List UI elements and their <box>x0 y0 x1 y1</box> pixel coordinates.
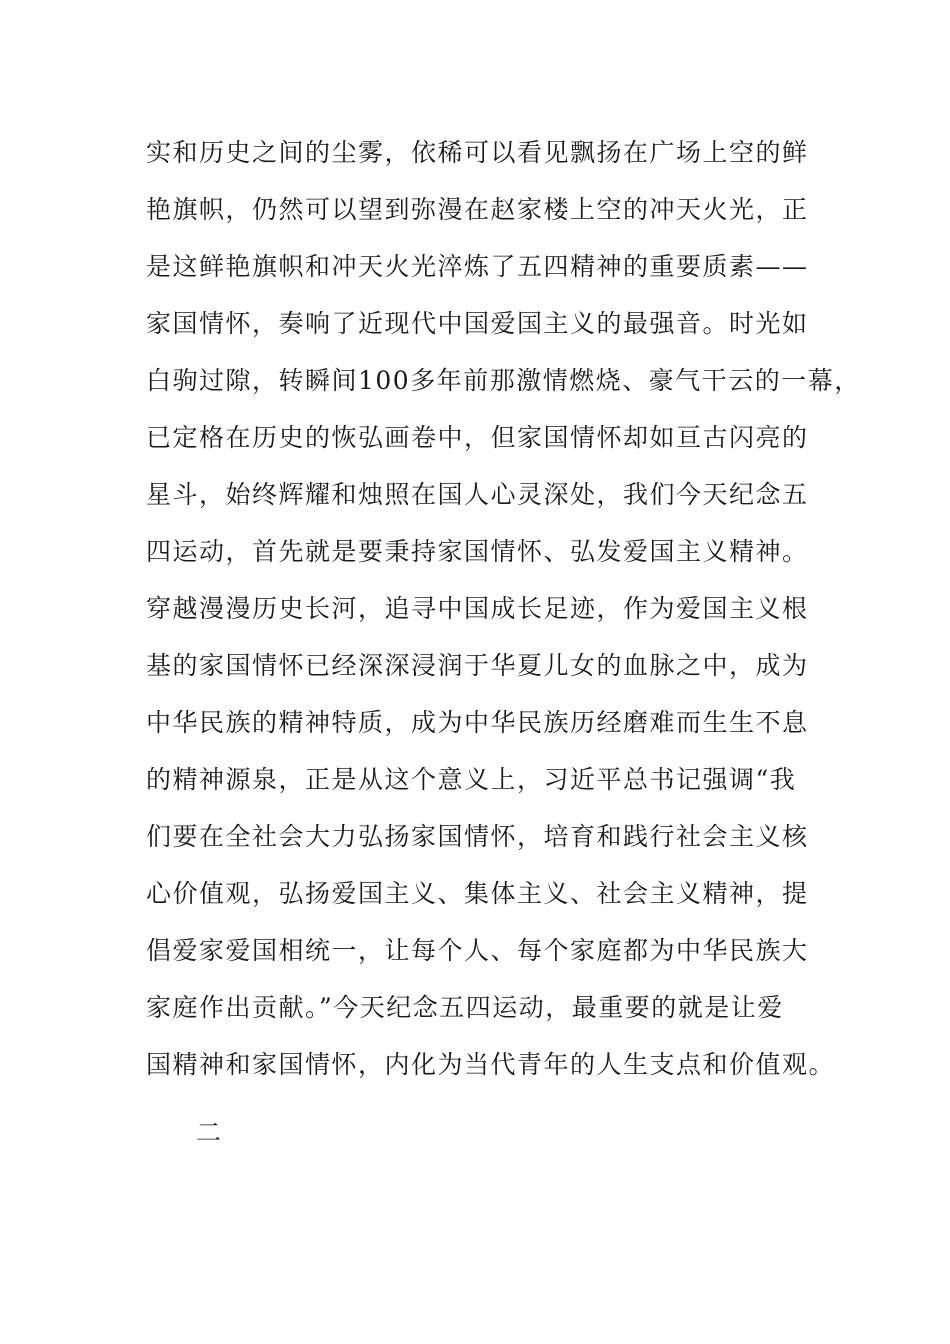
text-line: 白驹过隙，转瞬间100多年前那激情燃烧、豪气干云的一幕， <box>146 366 861 395</box>
text-line: 们要在全社会大力弘扬家国情怀，培育和践行社会主义核 <box>146 822 809 851</box>
section-heading: 二 <box>196 1118 222 1147</box>
text-line: 家庭作出贡献。”今天纪念五四运动，最重要的就是让爱 <box>146 993 784 1022</box>
text-line: 中华民族的精神特质，成为中华民族历经磨难而生生不息 <box>146 708 809 737</box>
text-line: 国精神和家国情怀，内化为当代青年的人生支点和价值观。 <box>146 1050 836 1079</box>
text-line: 星斗，始终辉耀和烛照在国人心灵深处，我们今天纪念五 <box>146 480 809 509</box>
text-line: 基的家国情怀已经深深浸润于华夏儿女的血脉之中，成为 <box>146 651 809 680</box>
text-line: 艳旗帜，仍然可以望到弥漫在赵家楼上空的冲天火光，正 <box>146 195 809 224</box>
text-line: 已定格在历史的恢弘画卷中，但家国情怀却如亘古闪亮的 <box>146 423 809 452</box>
text-line: 家国情怀，奏响了近现代中国爱国主义的最强音。时光如 <box>146 309 809 338</box>
text-line: 四运动，首先就是要秉持家国情怀、弘发爱国主义精神。 <box>146 537 809 566</box>
text-line: 心价值观，弘扬爱国主义、集体主义、社会主义精神，提 <box>146 879 809 908</box>
text-line: 穿越漫漫历史长河，追寻中国成长足迹，作为爱国主义根 <box>146 594 809 623</box>
text-line: 倡爱家爱国相统一，让每个人、每个家庭都为中华民族大 <box>146 936 809 965</box>
text-line: 的精神源泉，正是从这个意义上，习近平总书记强调“我 <box>146 765 797 794</box>
text-line: 实和历史之间的尘雾，依稀可以看见飘扬在广场上空的鲜 <box>146 138 809 167</box>
text-line: 是这鲜艳旗帜和冲天火光淬炼了五四精神的重要质素—— <box>146 252 809 281</box>
